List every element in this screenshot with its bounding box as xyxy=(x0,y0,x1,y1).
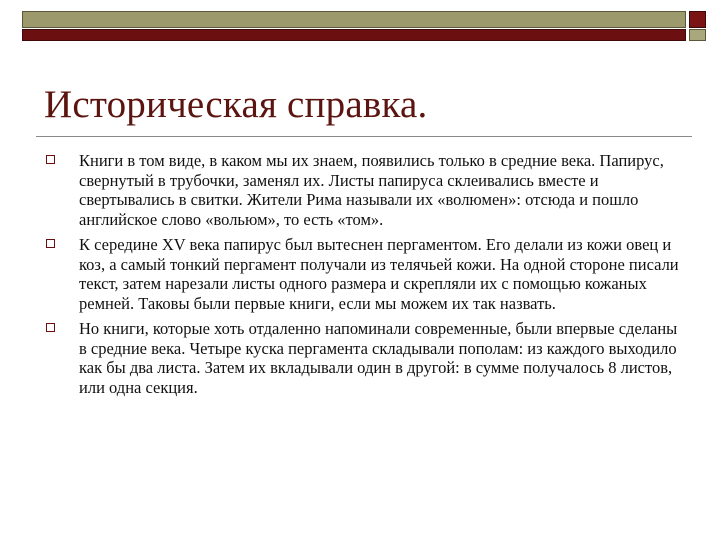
bullet-item xyxy=(46,235,686,313)
square-bullet-icon xyxy=(46,155,55,164)
header-olive-square xyxy=(689,29,706,41)
header-olive-bar xyxy=(22,11,686,28)
slide-title: Историческая справка. xyxy=(44,83,428,126)
title-divider xyxy=(36,136,692,137)
bullet-item xyxy=(46,151,686,229)
square-bullet-icon xyxy=(46,323,55,332)
square-bullet-icon xyxy=(46,239,55,248)
header-maroon-bar xyxy=(22,29,686,41)
header-maroon-square xyxy=(689,11,706,28)
bullet-item xyxy=(46,319,686,397)
bullet-text: Но книги, которые хоть отдаленно напоминали современные, были впервые сделаны в средние века. Четыре куска пергамента складывали пополам: из каждого выходило как бы два листа. Затем их вкладывали один в другой: в сумме получалось 8 листов, или одна секция. xyxy=(79,319,678,397)
bullet-text: Книги в том виде, в каком мы их знаем, появились только в средние века. Папирус, свернутый в трубочки, заменял их. Листы папируса склеивались вместе и свертывались в свитки. Жители Рима называли их «волюмен»: отсюда и пошло английское слово «вольюм», то есть «том». xyxy=(79,151,664,229)
bullet-list xyxy=(46,151,686,403)
bullet-text: К середине XV века папирус был вытеснен пергаментом. Его делали из кожи овец и коз, а самый тонкий пергамент получали из телячьей кожи. На одной стороне писали текст, затем нарезали листы одного размера и скрепляли их с помощью кожаных ремней. Таковы были первые книги, если мы можем их так назвать. xyxy=(79,235,679,313)
